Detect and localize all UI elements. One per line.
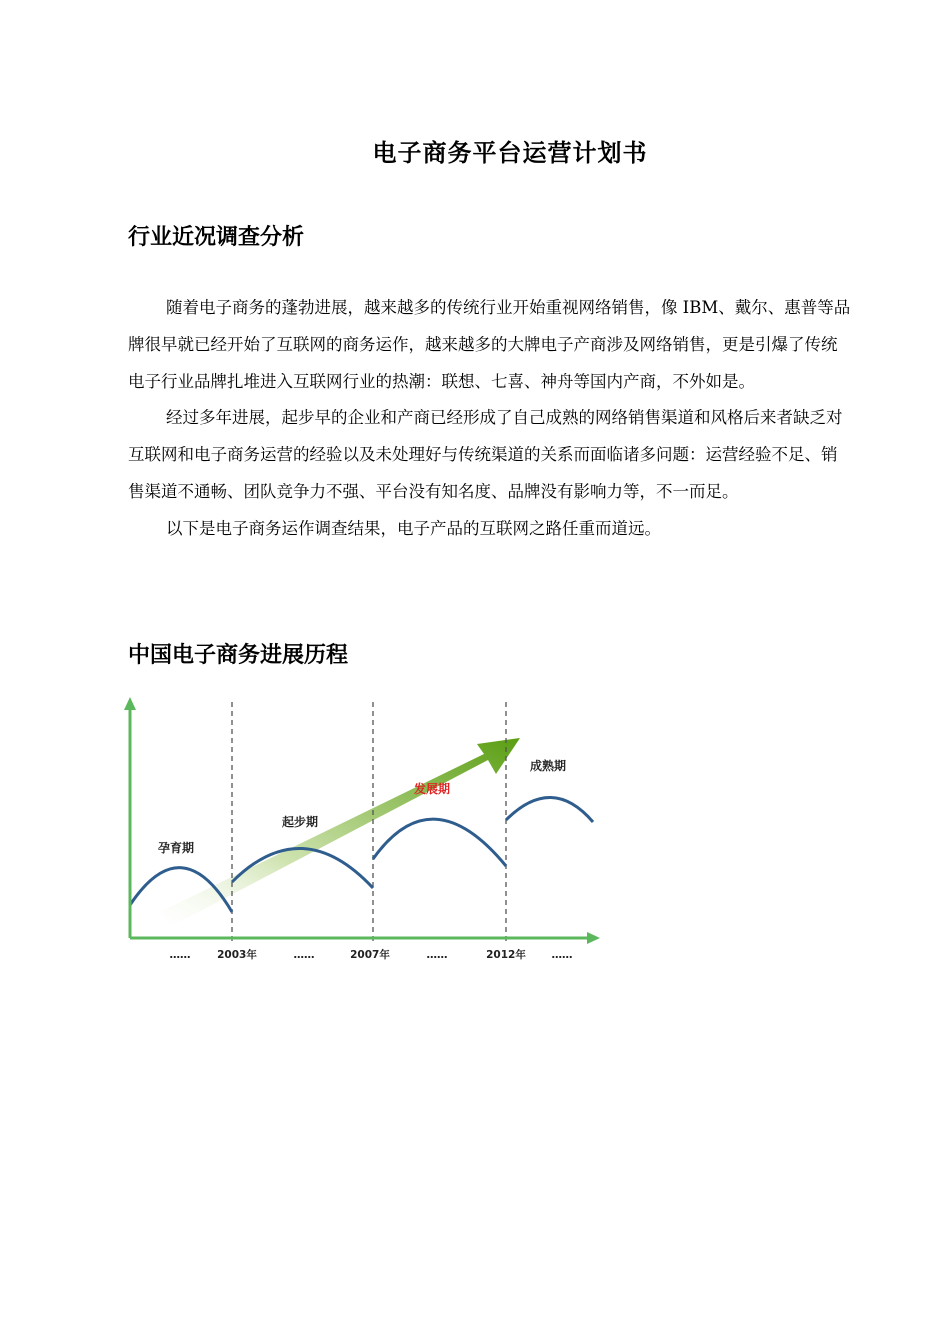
curve-maturity [506,797,593,822]
stage-label-maturity: 成熟期 [530,759,567,773]
stage-label-startup: 起步期 [282,815,319,829]
x-axis-arrowhead [587,932,600,944]
stage-label-incubation: 孕育期 [158,841,195,855]
document-title: 电子商务平台运营计划书 [372,139,648,167]
axis-label-2012: 2012年 [486,949,526,961]
paragraph-1: 随着电子商务的蓬勃进展，越来越多的传统行业开始重视网络销售，像 IBM、戴尔、惠普等品牌很早就已经开始了互联网的商务运作，越来越多的大牌电子产商涉及网络销售，更是引爆了传统电子行业品牌扎堆进入互联网行业的热潮：联想、七喜、神舟等国内产商，不外如是。 [128,298,851,391]
section-heading-ecommerce-history: 中国电子商务进展历程 [128,643,349,668]
paragraph-3: 以下是电子商务运作调查结果，电子产品的互联网之路任重而道远。 [165,518,661,538]
section-heading-industry-analysis: 行业近况调查分析 [128,225,305,250]
growth-arrow [160,738,520,927]
stage-label-development: 发展期 [414,782,451,796]
paragraph-2: 经过多年进展，起步早的企业和产商已经形成了自己成熟的网络销售渠道和风格后来者缺乏对互联网和电子商务运营的经验以及未处理好与传统渠道的关系而面临诸多问题：运营经验不足、销售渠道不通畅、团队竞争力不强、平台没有知名度、品牌没有影响力等，不一而足。 [128,408,843,501]
axis-label-ellipsis-4: …… [551,949,573,961]
y-axis-arrowhead [124,697,136,710]
curve-development [373,819,506,866]
axis-label-ellipsis-1: …… [169,949,191,961]
axis-label-ellipsis-2: …… [293,949,315,961]
axis-label-2003: 2003年 [217,949,257,961]
ecommerce-timeline-diagram [120,692,610,972]
axis-label-ellipsis-3: …… [426,949,448,961]
axis-label-2007: 2007年 [350,949,390,961]
industry-analysis-body [128,290,853,548]
